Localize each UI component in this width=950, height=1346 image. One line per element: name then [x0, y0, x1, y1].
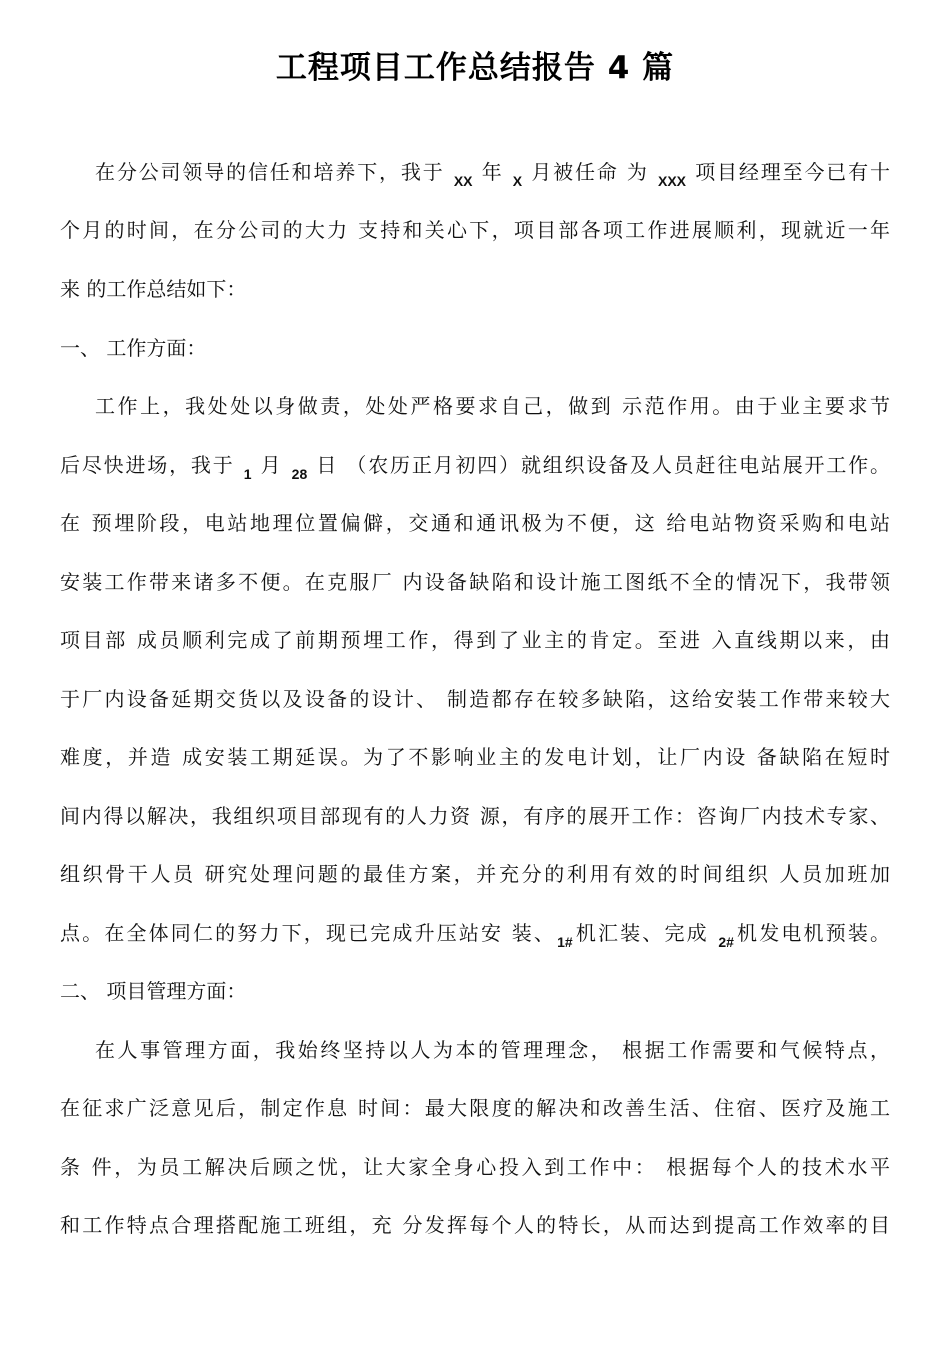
inline-code-text: 1: [243, 466, 252, 482]
text-segment: 和工作特点合理搭配施工班组，充 分发挥每个人的特长，从而达到提高工作效率的目: [60, 1213, 890, 1237]
inline-code-text: 28: [291, 466, 308, 482]
text-segment: 项目部 成员顺利完成了前期预埋工作，得到了业主的肯定。至进 入直线期以来，由: [60, 628, 890, 652]
inline-code-text: 2#: [718, 934, 734, 950]
text-line: [60, 453, 890, 482]
text-line: [60, 862, 890, 886]
inline-code-text: XX: [453, 173, 473, 189]
text-segment: 难度，并造 成安装工期延误。为了不影响业主的发电计划，让厂内设 备缺陷在短时: [60, 745, 890, 769]
text-line: [60, 1213, 890, 1237]
text-line: [60, 745, 890, 769]
text-segment: 工作上，我处处以身做责，处处严格要求自己，做到 示范作用。由于业主要求节: [95, 394, 890, 418]
text-segment: 月: [252, 453, 291, 477]
text-line: [60, 394, 890, 418]
text-line: [60, 570, 890, 594]
text-segment: 于厂内设备延期交货以及设备的设计、 制造都存在较多缺陷，这给安装工作带来较大: [60, 687, 890, 711]
text-segment: 来 的工作总结如下：: [60, 277, 247, 301]
text-segment: 项目经理至今已有十: [687, 160, 891, 184]
text-segment: 条 件，为员工解决后顾之忧，让大家全身心投入到工作中： 根据每个人的技术水平: [60, 1155, 890, 1179]
inline-code-text: X: [512, 173, 523, 189]
text-segment: 年: [473, 160, 512, 184]
text-line: [60, 1038, 890, 1062]
text-line: [60, 277, 890, 301]
text-line: [60, 218, 890, 242]
text-segment: 在 预埋阶段，电站地理位置偏僻，交通和通讯极为不便，这 给电站物资采购和电站: [60, 511, 890, 535]
inline-code-text: 1#: [557, 934, 573, 950]
text-segment: 个月的时间，在分公司的大力 支持和关心下，项目部各项工作进展顺利，现就近一年: [60, 218, 890, 242]
text-segment: 一、 工作方面：: [60, 336, 207, 360]
text-segment: 组织骨干人员 研究处理问题的最佳方案，并充分的利用有效的时间组织 人员加班加: [60, 862, 890, 886]
text-segment: 间内得以解决，我组织项目部现有的人力资 源，有序的展开工作：咨询厂内技术专家、: [60, 804, 890, 828]
text-line: [60, 1155, 890, 1179]
text-segment: 月被任命 为: [523, 160, 657, 184]
text-line: [60, 687, 890, 711]
text-segment: 在分公司领导的信任和培养下，我于: [95, 160, 453, 184]
text-segment: 机发电机预装。: [734, 921, 891, 945]
text-segment: 日 （农历正月初四）就组织设备及人员赶往电站展开工作。: [308, 453, 890, 477]
text-line: [60, 160, 891, 189]
text-line: [60, 336, 890, 360]
text-line: [60, 628, 890, 652]
inline-code-text: XXX: [657, 173, 686, 189]
text-segment: 安装工作带来诸多不便。在克服厂 内设备缺陷和设计施工图纸不全的情况下，我带领: [60, 570, 890, 594]
text-segment: 在征求广泛意见后，制定作息 时间：最大限度的解决和改善生活、住宿、医疗及施工: [60, 1096, 890, 1120]
text-segment: 机汇装、完成: [573, 921, 718, 945]
text-line: [60, 979, 890, 1003]
text-line: [60, 804, 890, 828]
text-line: [60, 921, 891, 950]
text-segment: 二、 项目管理方面：: [60, 979, 247, 1003]
text-segment: 点。在全体同仁的努力下，现已完成升压站安 装、: [60, 921, 557, 945]
text-line: [60, 1096, 890, 1120]
text-line: [60, 511, 890, 535]
text-segment: 后尽快进场，我于: [60, 453, 243, 477]
document-title: 工程项目工作总结报告 4 篇: [275, 50, 675, 86]
text-segment: 在人事管理方面，我始终坚持以人为本的管理理念， 根据工作需要和气候特点，: [95, 1038, 890, 1062]
